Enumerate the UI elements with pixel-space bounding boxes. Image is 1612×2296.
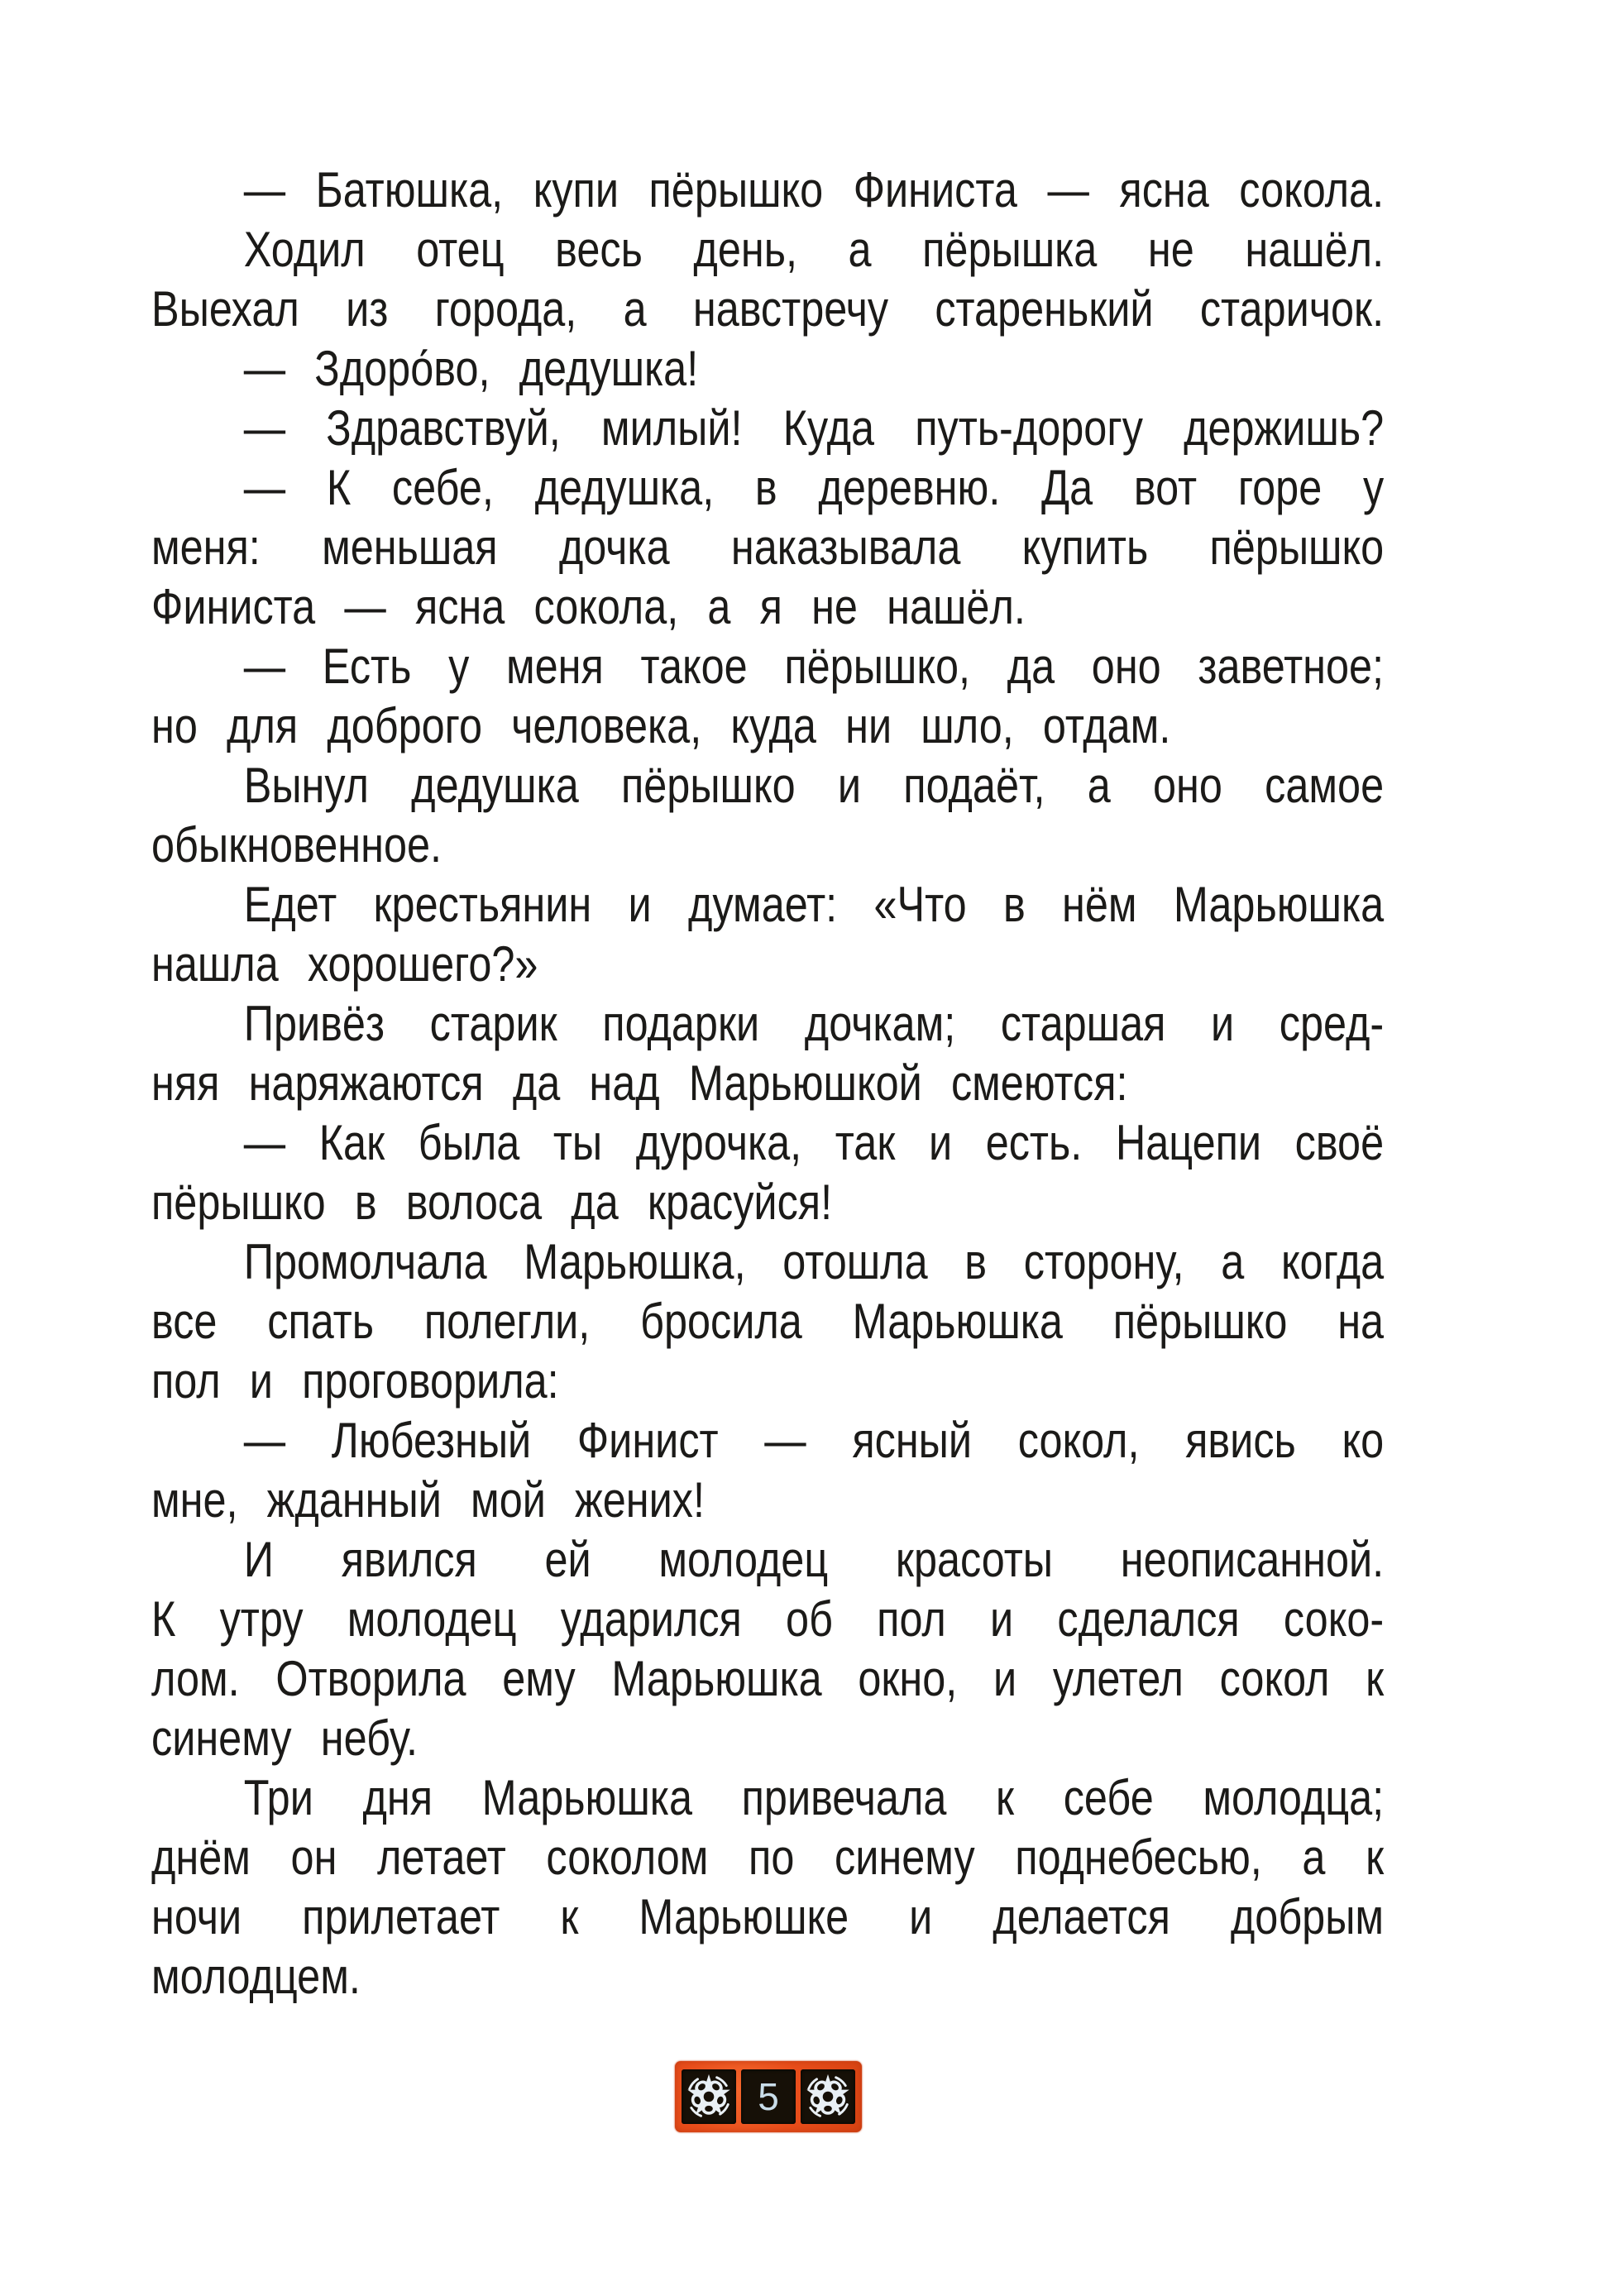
word: меньшая	[322, 519, 498, 575]
word: подаёт,	[903, 758, 1045, 813]
word: Отворила	[275, 1651, 466, 1706]
word: а	[1302, 1830, 1326, 1885]
text-line	[151, 220, 1384, 280]
word: —	[243, 1413, 286, 1468]
word: наказывала	[730, 519, 961, 575]
text-line	[151, 1828, 1384, 1887]
word: поднебесью,	[1015, 1830, 1262, 1885]
word: «Что	[873, 877, 967, 932]
word: дочкам;	[804, 996, 956, 1051]
word: ему	[502, 1651, 576, 1706]
word: в	[1002, 877, 1026, 932]
word: была	[418, 1115, 520, 1170]
word: ясный	[852, 1413, 973, 1468]
word: к	[996, 1770, 1015, 1825]
text-line	[151, 875, 1384, 935]
word: молодец	[347, 1591, 517, 1647]
text-line: Финиста — ясна сокола, а я не нашёл.	[151, 579, 1026, 634]
flower-rosette-icon	[685, 2073, 733, 2121]
word: старик	[429, 996, 557, 1051]
word: молодца;	[1203, 1770, 1385, 1825]
word: и	[993, 1651, 1017, 1706]
text-line	[151, 756, 1384, 816]
text-line: синему небу.	[151, 1710, 419, 1766]
word: Промолчала	[243, 1234, 487, 1289]
word: у	[1362, 460, 1385, 515]
word: спать	[267, 1294, 375, 1349]
word: Куда	[782, 400, 875, 456]
word: окно,	[858, 1651, 958, 1706]
word: дурочка,	[635, 1115, 802, 1170]
text-line: — Здоро́во, дедушка!	[243, 341, 699, 396]
word: летает	[377, 1830, 506, 1885]
word: по	[749, 1830, 795, 1885]
word: такое	[640, 639, 748, 694]
word: синему	[835, 1830, 975, 1885]
word: весь	[555, 222, 643, 277]
word: ты	[552, 1115, 603, 1170]
word: все	[151, 1294, 218, 1349]
word: пёрышко	[620, 758, 796, 813]
word: пёрышко,	[784, 639, 971, 694]
word: сделался	[1057, 1591, 1240, 1647]
word: И	[243, 1532, 274, 1587]
text-line	[151, 1887, 1384, 1947]
page-number: 5	[758, 2075, 779, 2118]
word: Батюшка,	[315, 162, 504, 218]
word: из	[346, 281, 389, 337]
word: явился	[341, 1532, 477, 1587]
word: пол	[877, 1591, 946, 1647]
word: дня	[362, 1770, 433, 1825]
word: Привёз	[243, 996, 385, 1051]
word: Нацепи	[1115, 1115, 1262, 1170]
word: крестьянин	[373, 877, 592, 932]
word: купить	[1021, 519, 1149, 575]
word: так	[835, 1115, 896, 1170]
word: пёрышко	[1209, 519, 1385, 575]
ornament-tile-left	[682, 2069, 736, 2124]
text-line	[151, 1113, 1384, 1173]
word: в	[964, 1234, 988, 1289]
word: отошла	[782, 1234, 928, 1289]
word: ясна	[1119, 162, 1209, 218]
word: Марьюшка,	[524, 1234, 746, 1289]
word: Едет	[243, 877, 337, 932]
text-line	[151, 1649, 1384, 1709]
word: думает:	[688, 877, 838, 932]
word: нём	[1062, 877, 1137, 932]
word: а	[1087, 758, 1111, 813]
word: к	[1366, 1651, 1385, 1706]
text-line: молодцем.	[151, 1949, 361, 2004]
word: отец	[416, 222, 505, 277]
word: —	[1047, 162, 1089, 218]
word: горе	[1237, 460, 1323, 515]
word: держишь?	[1184, 400, 1385, 456]
word: милый!	[600, 400, 743, 456]
page-number-tile	[741, 2069, 796, 2124]
word: Марьюшка	[852, 1294, 1063, 1349]
word: прилетает	[302, 1889, 500, 1944]
word: бросила	[640, 1294, 802, 1349]
word: у	[448, 639, 470, 694]
word: да	[1007, 639, 1055, 694]
word: и	[837, 758, 862, 813]
page-number-ornament	[675, 2061, 862, 2132]
word: нашёл.	[1245, 222, 1385, 277]
word: Марьюшка	[1173, 877, 1385, 932]
word: Есть	[322, 639, 412, 694]
word: —	[243, 639, 286, 694]
text-line: пёрышко в волоса да красуйся!	[151, 1174, 833, 1230]
word: к	[560, 1889, 579, 1944]
text-line	[151, 518, 1384, 577]
word: Любезный	[331, 1413, 532, 1468]
word: лом.	[151, 1651, 240, 1706]
word: —	[243, 460, 286, 515]
word: себе	[1063, 1770, 1154, 1825]
word: пёрышка	[922, 222, 1098, 277]
word: сокол,	[1017, 1413, 1140, 1468]
flower-rosette-icon	[804, 2073, 852, 2121]
word: когда	[1280, 1234, 1385, 1289]
story-text	[151, 160, 1384, 2007]
word: день,	[693, 222, 797, 277]
word: днём	[151, 1830, 251, 1885]
text-line: пол и проговорила:	[151, 1353, 559, 1409]
word: ко	[1342, 1413, 1385, 1468]
text-line	[151, 1530, 1384, 1590]
word: неописанной.	[1120, 1532, 1385, 1587]
word: сокола.	[1239, 162, 1385, 218]
word: сторону,	[1023, 1234, 1184, 1289]
word: Ходил	[243, 222, 366, 277]
word: а	[623, 281, 647, 337]
word: К	[326, 460, 352, 515]
word: Марьюшка	[481, 1770, 692, 1825]
word: ночи	[151, 1889, 242, 1944]
word: вот	[1133, 460, 1198, 515]
word: улетел	[1052, 1651, 1184, 1706]
word: дедушка,	[534, 460, 715, 515]
text-line: обыкновенное.	[151, 817, 442, 873]
text-line: но для доброго человека, куда ни шло, отдам.	[151, 698, 1171, 753]
word: ей	[544, 1532, 591, 1587]
text-line	[151, 1292, 1384, 1351]
text-line	[151, 994, 1384, 1054]
word: Выехал	[151, 281, 299, 337]
word: оно	[1091, 639, 1161, 694]
word: есть.	[985, 1115, 1083, 1170]
word: он	[290, 1830, 337, 1885]
word: соко-	[1283, 1591, 1385, 1647]
word: соколом	[546, 1830, 709, 1885]
word: Три	[243, 1770, 313, 1825]
word: пёрышко	[1112, 1294, 1288, 1349]
text-line	[151, 1590, 1384, 1649]
word: полегли,	[423, 1294, 591, 1349]
word: а	[1221, 1234, 1245, 1289]
word: Вынул	[243, 758, 369, 813]
text-line: нашла хорошего?»	[151, 936, 538, 992]
word: Марьюшке	[639, 1889, 849, 1944]
word: себе,	[391, 460, 494, 515]
text-line	[151, 458, 1384, 518]
word: старенький	[935, 281, 1154, 337]
word: оно	[1153, 758, 1222, 813]
word: —	[243, 162, 286, 218]
word: —	[764, 1413, 806, 1468]
word: Финист	[576, 1413, 719, 1468]
word: Как	[318, 1115, 385, 1170]
word: дедушка	[411, 758, 579, 813]
word: и	[990, 1591, 1014, 1647]
word: Финиста	[853, 162, 1017, 218]
word: сред-	[1279, 996, 1385, 1051]
word: и	[928, 1115, 953, 1170]
word: сокол	[1219, 1651, 1330, 1706]
word: —	[243, 400, 286, 456]
word: путь-дорогу	[915, 400, 1143, 456]
text-line	[151, 1411, 1384, 1471]
word: делается	[993, 1889, 1170, 1944]
word: утру	[219, 1591, 304, 1647]
word: Марьюшка	[611, 1651, 822, 1706]
word: и	[628, 877, 652, 932]
word: пёрышко	[648, 162, 824, 218]
text-line	[151, 280, 1384, 339]
word: купи	[533, 162, 619, 218]
word: и	[909, 1889, 933, 1944]
word: подарки	[602, 996, 760, 1051]
word: деревню.	[818, 460, 1001, 515]
word: а	[848, 222, 872, 277]
word: меня:	[151, 519, 261, 575]
word: Здравствуй,	[326, 400, 561, 456]
word: меня	[505, 639, 604, 694]
word: к	[1366, 1830, 1385, 1885]
text-line	[151, 1232, 1384, 1292]
word: ударился	[560, 1591, 742, 1647]
text-line: мне, жданный мой жених!	[151, 1472, 705, 1528]
word: дочка	[558, 519, 670, 575]
text-line	[151, 637, 1384, 696]
word: и	[1211, 996, 1235, 1051]
word: на	[1337, 1294, 1385, 1349]
word: не	[1147, 222, 1194, 277]
text-line	[151, 160, 1384, 220]
word: в	[754, 460, 777, 515]
text-line	[151, 1768, 1384, 1828]
word: К	[151, 1591, 176, 1647]
word: Да	[1041, 460, 1093, 515]
ornament-tile-right	[801, 2069, 855, 2124]
word: —	[243, 1115, 286, 1170]
word: навстречу	[692, 281, 889, 337]
word: города,	[434, 281, 577, 337]
word: старичок.	[1199, 281, 1385, 337]
word: молодец	[658, 1532, 829, 1587]
word: об	[786, 1591, 833, 1647]
word: заветное;	[1198, 639, 1385, 694]
word: явись	[1185, 1413, 1296, 1468]
text-line	[151, 399, 1384, 458]
text-line: няя наряжаются да над Марьюшкой смеются:	[151, 1055, 1128, 1111]
word: своё	[1294, 1115, 1385, 1170]
word: старшая	[1000, 996, 1166, 1051]
word: самое	[1265, 758, 1385, 813]
word: привечала	[741, 1770, 947, 1825]
word: красоты	[895, 1532, 1054, 1587]
word: добрым	[1230, 1889, 1385, 1944]
